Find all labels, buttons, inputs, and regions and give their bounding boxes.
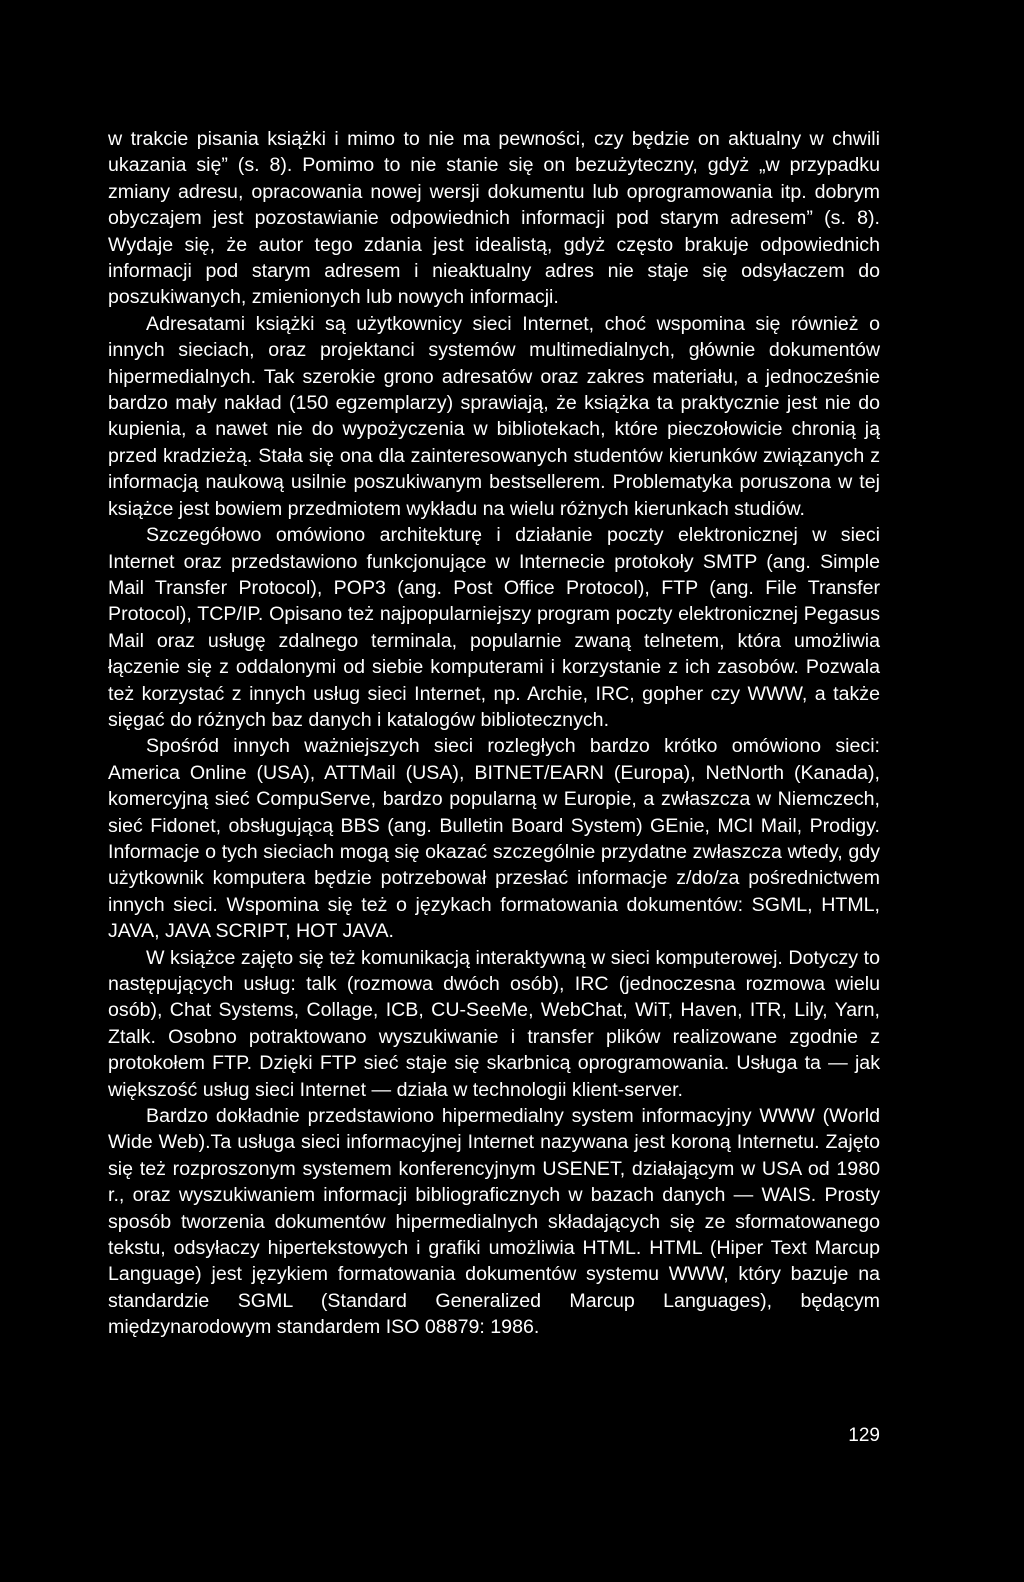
- paragraph-2: Adresatami książki są użytkownicy sieci Internet, choć wspomina się również o innych sieciach, oraz projektanci systemów multimedialnych, głównie dokumentów hipermedialnych. Tak szerokie grono adresatów oraz zakres materiału, a jednocześnie bardzo mały nakład (150 egzemplarzy) sprawiają, że książka ta praktycznie jest nie do kupienia, a nawet nie do wypożyczenia w bibliotekach, które pieczołowicie chronią ją przed kradzieżą. Stała się ona dla zainteresowanych studentów kierunków związanych z informacją naukową usilnie poszukiwanym bestsellerem. Problematyka poruszona w tej książce jest bowiem przedmiotem wykładu na wielu różnych kierunkach studiów.: [108, 312, 880, 520]
- paragraph-5: W książce zajęto się też komunikacją interaktywną w sieci komputerowej. Dotyczy to następujących usług: talk (rozmowa dwóch osób), IRC (jednoczesna rozmowa wielu osób), Chat Systems, Collage, ICB, CU-SeeMe, WebChat, WiT, Haven, ITR, Lily, Yarn, Ztalk. Osobno potraktowano wyszukiwanie i transfer plików realizowane zgodnie z protokołem FTP. Dzięki FTP sieć staje się skarbnicą oprogramowania. Usługa ta — jak większość usług sieci Internet — działa w technologii klient-server.: [108, 946, 880, 1101]
- main-text: [108, 126, 880, 1341]
- page-number: 129: [848, 1425, 880, 1446]
- paragraph-3: Szczegółowo omówiono architekturę i działanie poczty elektronicznej w sieci Internet oraz przedstawiono funkcjonujące w Internecie protokoły SMTP (ang. Simple Mail Transfer Protocol), POP3 (ang. Post Office Protocol), FTP (ang. File Transfer Protocol), TCP/IP. Opisano też najpopularniejszy program poczty elektronicznej Pegasus Mail oraz usługę zdalnego terminala, popularnie zwaną telnetem, która umożliwia łączenie się z oddalonymi od siebie komputerami i korzystanie z ich zasobów. Pozwala też korzystać z innych usług sieci Internet, np. Archie, IRC, gopher czy WWW, a także sięgać do różnych baz danych i katalogów bibliotecznych.: [108, 524, 880, 731]
- paragraph-6: Bardzo dokładnie przedstawiono hipermedialny system informacyjny WWW (World Wide Web).Ta usługa sieci informacyjnej Internet nazywana jest koroną Internetu. Zajęto się też rozproszonym systemem konferencyjnym USENET, działającym w USA od 1980 r., oraz wyszukiwaniem informacji bibliograficznych w bazach danych — WAIS. Prosty sposób tworzenia dokumentów hipermedialnych składających się ze sformatowanego tekstu, odsyłaczy hipertekstowych i grafiki umożliwia HTML. HTML (Hiper Text Marcup Language) jest językiem formatowania dokumentów systemu WWW, który bazuje na standardzie SGML (Standard Generalized Marcup Languages), będącym międzynarodowym standardem ISO 08879: 1986.: [108, 1105, 880, 1339]
- paragraph-4: Spośród innych ważniejszych sieci rozległych bardzo krótko omówiono sieci: America Online (USA), ATTMail (USA), BITNET/EARN (Europa), NetNorth (Kanada), komercyjną sieć CompuServe, bardzo popularną w Europie, a zwłaszcza w Niemczech, sieć Fidonet, obsługującą BBS (ang. Bulletin Board System) GEnie, MCI Mail, Prodigy. Informacje o tych sieciach mogą się okazać szczególnie przydatne zwłaszcza wtedy, gdy użytkownik komputera będzie potrzebował przesłać informacje z/do/za pośrednictwem innych sieci. Wspomina się też o językach formatowania dokumentów: SGML, HTML, JAVA, JAVA SCRIPT, HOT JAVA.: [108, 735, 880, 943]
- paragraph-1: w trakcie pisania książki i mimo to nie ma pewności, czy będzie on aktualny w chwili ukazania się” (s. 8). Pomimo to nie stanie się on bezużyteczny, gdyż „w przypadku zmiany adresu, opracowania nowej wersji dokumentu lub oprogramowania itp. dobrym obyczajem jest pozostawianie odpowiednich informacji pod starym adresem” (s. 8). Wydaje się, że autor tego zdania jest idealistą, gdyż często brakuje odpowiednich informacji pod starym adresem i nieaktualny adres nie staje się odsyłaczem do poszukiwanych, zmienionych lub nowych informacji.: [108, 128, 880, 309]
